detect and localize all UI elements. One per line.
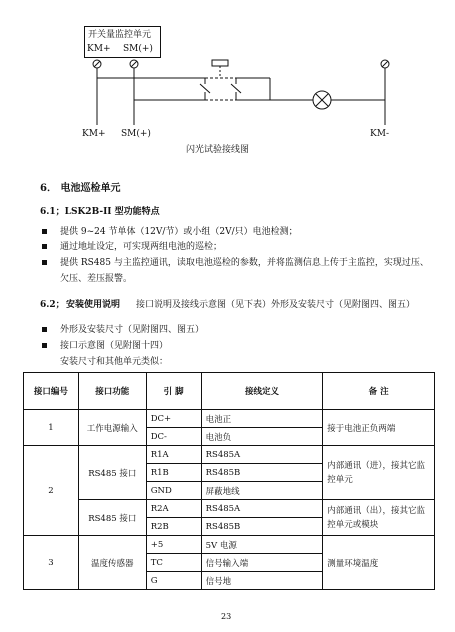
cell-pin: R2A bbox=[146, 500, 201, 518]
table-row bbox=[24, 446, 435, 464]
feature-item-1: 提供 9~24 节单体（12V/节）或小组（2V/只）电池检测； bbox=[60, 227, 298, 237]
cell-def: RS485A bbox=[201, 446, 323, 464]
cell-no: 3 bbox=[24, 536, 79, 590]
switch-blade bbox=[200, 84, 210, 93]
bullet-icon bbox=[42, 229, 47, 234]
interface-table bbox=[23, 372, 435, 590]
bullet-icon bbox=[42, 244, 47, 249]
unit-title: 开关量监控单元 bbox=[88, 30, 152, 40]
cell-pin: +5 bbox=[146, 536, 201, 554]
cell-pin: R1A bbox=[146, 446, 201, 464]
table-row bbox=[24, 536, 435, 554]
bullet-icon bbox=[42, 260, 47, 265]
header-pin: 引 脚 bbox=[146, 373, 201, 410]
terminal-label-sm: SM(+) bbox=[123, 44, 153, 54]
install-item-2: 接口示意图（见附图十四） bbox=[60, 341, 169, 351]
section-6-2-number: 6.2； bbox=[40, 300, 65, 310]
page-number: 23 bbox=[221, 612, 232, 621]
cell-note: 测量环境温度 bbox=[323, 536, 435, 590]
bullet-icon bbox=[42, 343, 47, 348]
cell-note: 接于电池正负两端 bbox=[323, 410, 435, 446]
table-header-row bbox=[24, 373, 435, 410]
cell-def: 屏蔽地线 bbox=[201, 482, 323, 500]
switch-actuator bbox=[212, 60, 228, 66]
cell-func: RS485 接口 bbox=[78, 446, 146, 500]
diagram-caption: 闪光试验接线图 bbox=[186, 145, 250, 155]
install-item-1: 外形及安装尺寸（见附图四、图五） bbox=[60, 325, 205, 335]
cell-def: 电池正 bbox=[201, 410, 323, 428]
cell-pin: DC- bbox=[146, 428, 201, 446]
bullet-icon bbox=[42, 327, 47, 332]
cell-no: 2 bbox=[24, 446, 79, 536]
section-6-title: 6． 电池巡检单元 bbox=[40, 183, 121, 194]
switch-blade-2 bbox=[231, 84, 241, 93]
cell-def: RS485B bbox=[201, 464, 323, 482]
cell-pin: TC bbox=[146, 554, 201, 572]
terminal-km-plus-slash bbox=[94, 61, 100, 67]
header-remark: 备 注 bbox=[323, 373, 435, 410]
cell-func: RS485 接口 bbox=[78, 500, 146, 536]
cell-def: 5V 电源 bbox=[201, 536, 323, 554]
cell-pin: R1B bbox=[146, 464, 201, 482]
cell-pin: GND bbox=[146, 482, 201, 500]
cell-pin: DC+ bbox=[146, 410, 201, 428]
feature-item-3-cont: 欠压、差压报警。 bbox=[60, 274, 133, 284]
cell-pin: G bbox=[146, 572, 201, 590]
table-row bbox=[24, 500, 435, 518]
cell-def: RS485B bbox=[201, 518, 323, 536]
bottom-label-sm: SM(+) bbox=[121, 129, 151, 139]
cell-pin: R2B bbox=[146, 518, 201, 536]
bottom-label-km-plus: KM+ bbox=[82, 129, 106, 139]
cell-def: RS485A bbox=[201, 500, 323, 518]
bottom-label-km-minus: KM- bbox=[370, 129, 389, 139]
cell-def: 电池负 bbox=[201, 428, 323, 446]
section-6-2-title: 安装使用说明 bbox=[66, 300, 121, 310]
cell-note: 内部通讯（出），接其它监控单元或模块 bbox=[323, 500, 435, 536]
header-function: 接口功能 bbox=[78, 373, 146, 410]
feature-item-2: 通过地址设定，可实现两组电池的巡检； bbox=[60, 242, 223, 252]
cell-func: 温度传感器 bbox=[78, 536, 146, 590]
terminal-label-km-plus: KM+ bbox=[87, 44, 111, 54]
cell-def: 信号输入端 bbox=[201, 554, 323, 572]
header-wiring-definition: 接线定义 bbox=[201, 373, 323, 410]
table-intro: 安装尺寸和其他单元类似： bbox=[60, 357, 169, 367]
header-interface-no: 接口编号 bbox=[24, 373, 79, 410]
cell-note: 内部通讯（进），接其它监控单元 bbox=[323, 446, 435, 500]
section-6-1-title: 6.1；LSK2B-II 型功能特点 bbox=[40, 207, 160, 217]
cell-func: 工作电源输入 bbox=[78, 410, 146, 446]
cell-def: 信号地 bbox=[201, 572, 323, 590]
terminal-sm-slash bbox=[131, 61, 137, 67]
feature-item-3: 提供 RS485 与主监控通讯，读取电池巡检的参数，并将监测信息上传于主监控，实现过压、 bbox=[60, 258, 429, 268]
section-6-2-text: 接口说明及接线示意图（见下表）外形及安装尺寸（见附图四、图五） bbox=[136, 300, 416, 310]
cell-no: 1 bbox=[24, 410, 79, 446]
terminal-km-minus-slash bbox=[382, 61, 388, 67]
table-row bbox=[24, 410, 435, 428]
